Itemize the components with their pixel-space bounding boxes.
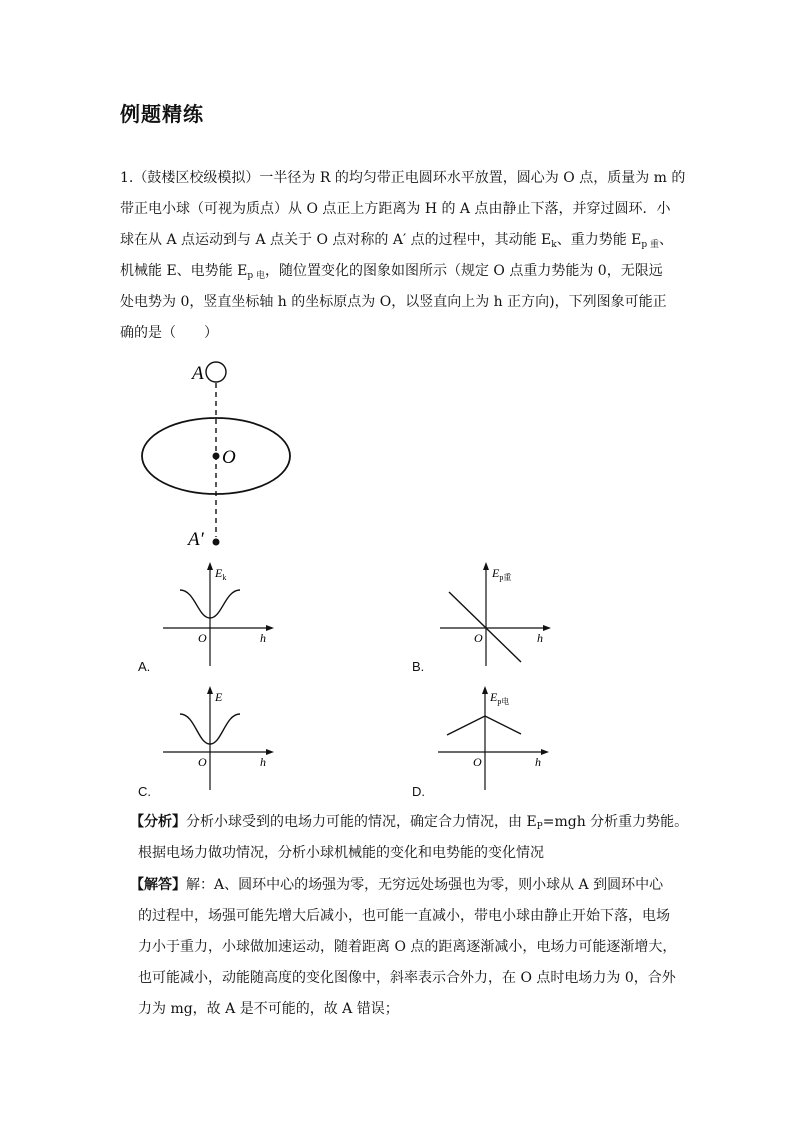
xlabel-A: h <box>260 631 266 645</box>
question-number: 1 <box>120 170 129 186</box>
analysis-line-1: 【分析】分析小球受到的电场力可能的情况，确定合力情况，由 $E_P=mgh$ 分析重力势能。 <box>130 814 689 832</box>
ylabel-C: E <box>215 690 223 704</box>
option-C-label[interactable]: C. <box>138 784 151 799</box>
point-O <box>213 453 220 460</box>
ylabel-D: $E_{p电}$ <box>490 690 510 706</box>
ylabel-A: $E_k$ <box>215 566 227 582</box>
label-O: O <box>222 447 236 468</box>
label-A-prime: A′ <box>188 529 204 550</box>
point-A-prime <box>213 539 220 546</box>
xlabel-C: h <box>260 755 266 769</box>
graph-B <box>437 560 557 670</box>
xlabel-B: h <box>537 631 543 645</box>
graph-C <box>160 684 280 794</box>
question-line-5: 处电势为 0，竖直坐标轴 h 的坐标原点为 O，以竖直向上为 h 正方向)，下列图象可能正 <box>120 294 667 310</box>
graph-D <box>435 684 555 794</box>
option-A-label[interactable]: A. <box>138 659 151 674</box>
question-line-3: 球在从 A 点运动到与 A 点关于 O 点对称的 A′ 点的过程中，其动能 $E_k$、重力势能 $E_{p 重}$、 <box>120 232 674 250</box>
solution-line-5: 力为 mg，故 A 是不可能的，故 A 错误； <box>138 1001 399 1017</box>
curve-B <box>449 592 521 662</box>
graph-A <box>160 560 280 670</box>
analysis-tag: 【分析】 <box>130 814 186 830</box>
option-B-label[interactable]: B. <box>412 659 425 674</box>
question-line-4: 机械能 E、电势能 $E_{p 电}$，随位置变化的图象如图所示（规定 O 点重力势能为 0，无限远 <box>120 263 663 281</box>
origin-D: O <box>473 755 482 769</box>
origin-C: O <box>198 755 207 769</box>
label-A: A <box>192 363 204 384</box>
solution-line-1: 【解答】解：A、圆环中心的场强为零，无穷远处场强也为零，则小球从 A 到圆环中心 <box>130 877 664 893</box>
ylabel-B: $E_{p重}$ <box>492 566 512 582</box>
analysis-block <box>130 807 690 877</box>
origin-B: O <box>474 631 483 645</box>
option-D-label[interactable]: D. <box>412 784 425 799</box>
ball-at-A <box>206 362 226 382</box>
solution-tag: 【解答】 <box>130 877 186 893</box>
ring-figure <box>130 355 310 555</box>
section-heading: 例题精练 <box>120 102 204 126</box>
analysis-line-2: 根据电场力做功情况，分析小球机械能的变化和电势能的变化情况 <box>138 845 544 861</box>
solution-line-3: 力小于重力，小球做加速运动，随着距离 O 点的距离逐渐减小，电场力可能逐渐增大， <box>138 939 677 955</box>
origin-A: O <box>198 631 207 645</box>
question-line-6: 确的是（ ） <box>120 325 218 341</box>
question-text <box>120 163 686 353</box>
question-line-1: 1.（鼓楼区校级模拟）一半径为 R 的均匀带正电圆环水平放置，圆心为 O 点，质量为 m 的 <box>120 170 686 186</box>
xlabel-D: h <box>535 755 541 769</box>
solution-line-4: 也可能减小，动能随高度的变化图像中，斜率表示合外力，在 O 点时电场力为 0，合外 <box>138 970 676 986</box>
curve-D <box>447 716 521 735</box>
solution-block <box>130 870 690 1030</box>
solution-line-2: 的过程中，场强可能先增大后减小，也可能一直减小，带电小球由静止开始下落，电场 <box>138 908 670 924</box>
question-line-2: 带正电小球（可视为质点）从 O 点正上方距离为 H 的 A 点由静止下落，并穿过圆环．小 <box>120 201 671 217</box>
